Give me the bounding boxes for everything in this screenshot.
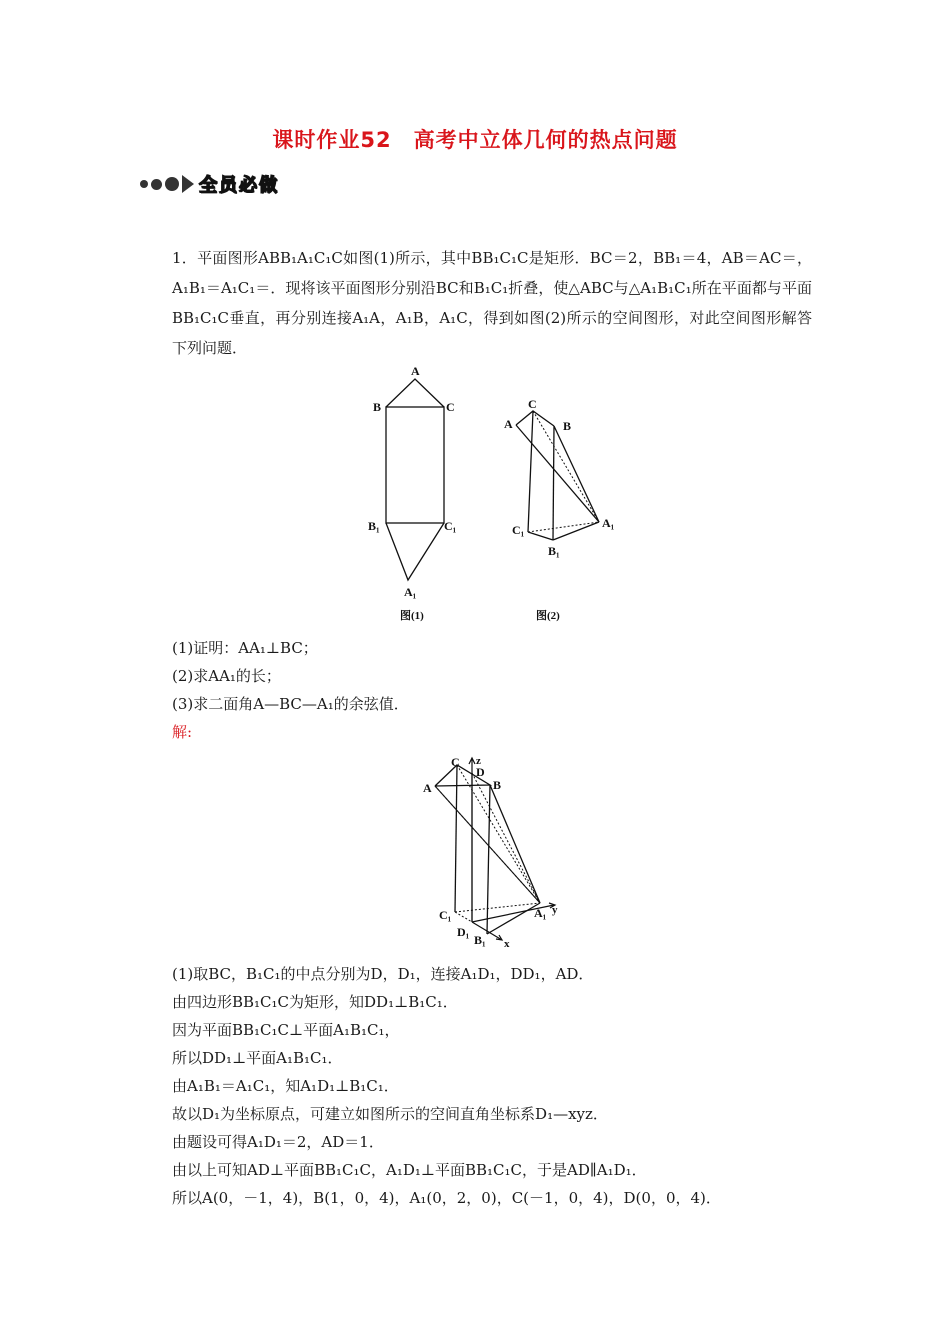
problem-statement: 1．平面图形ABB₁A₁C₁C如图(1)所示，其中BB₁C₁C是矩形．BC＝2，BB₁＝4，AB＝AC＝，A₁B₁＝A₁C₁＝．现将该平面图形分别沿BC和B₁C₁折叠，使△ABC与△A₁B₁C₁所在平面都与平面BB₁C₁C垂直，再分别连接A₁A，A₁B，A₁C，得到如图(2)所示的空间图形，对此空间图形解答下列问题． xyxy=(172,249,812,357)
solution-line: 所以A(0，－1，4)，B(1，0，4)，A₁(0，2，0)，C(－1，0，4)，D(0，0，4)． xyxy=(172,1189,721,1207)
solution-line: 由以上可知AD⊥平面BB₁C₁C，A₁D₁⊥平面BB₁C₁C，于是AD∥A₁D₁． xyxy=(172,1161,647,1179)
fig1-label-c1: C₁ xyxy=(444,519,457,533)
solution-label: 解: xyxy=(172,723,193,741)
question-3: (3)求二面角A—BC—A₁的余弦值． xyxy=(172,695,409,713)
arrow-right-icon xyxy=(182,175,194,193)
solution-line: 由题设可得A₁D₁＝2，AD＝1． xyxy=(172,1133,384,1151)
fig1-label-b: B xyxy=(373,400,382,414)
bullet-dot-icon xyxy=(151,179,162,190)
solution-line: 由A₁B₁＝A₁C₁，知A₁D₁⊥B₁C₁． xyxy=(172,1077,399,1095)
fig2-label-c: C xyxy=(528,397,537,411)
fig3-label-a: A xyxy=(423,781,432,795)
solution-line: 故以D₁为坐标原点，可建立如图所示的空间直角坐标系D₁—xyz． xyxy=(172,1105,608,1123)
fig3-label-b: B xyxy=(493,778,502,792)
section-banner xyxy=(140,170,279,198)
fig3-label-y: y xyxy=(552,904,558,916)
question-1: (1)证明：AA₁⊥BC； xyxy=(172,639,318,657)
fig1-label-a1: A₁ xyxy=(404,585,417,599)
figure-2-diagram xyxy=(516,411,599,540)
fig2-label-b1: B₁ xyxy=(548,544,560,558)
fig1-label-b1: B₁ xyxy=(368,519,380,533)
fig3-label-z: z xyxy=(476,755,481,767)
fig3-label-b1: B₁ xyxy=(474,933,486,947)
bullet-dot-icon xyxy=(140,180,148,188)
page-title: 课时作业52 高考中立体几何的热点问题 xyxy=(272,128,678,152)
fig3-label-c1: C₁ xyxy=(439,908,452,922)
fig2-label-a: A xyxy=(504,417,513,431)
bullet-dot-icon xyxy=(165,177,179,191)
fig1-label-c: C xyxy=(446,400,455,414)
section-title: 全员必做 xyxy=(199,175,279,196)
question-2: (2)求AA₁的长； xyxy=(172,667,281,685)
figure-2-caption: 图(2) xyxy=(536,610,560,622)
solution-line: 由四边形BB₁C₁C为矩形，知DD₁⊥B₁C₁． xyxy=(172,993,458,1011)
solution-figure xyxy=(420,755,570,950)
figure-1-caption: 图(1) xyxy=(400,610,424,622)
fig3-label-a1: A₁ xyxy=(534,906,547,920)
figure-1-diagram xyxy=(386,379,444,580)
fig2-label-b: B xyxy=(563,419,572,433)
fig2-label-a1: A₁ xyxy=(602,516,615,530)
solution-line: (1)取BC，B₁C₁的中点分别为D，D₁，连接A₁D₁，DD₁，AD． xyxy=(172,965,594,983)
problem-figures xyxy=(360,360,640,630)
fig2-label-c1: C₁ xyxy=(512,523,525,537)
fig1-label-a: A xyxy=(411,364,420,378)
fig3-label-x: x xyxy=(504,938,510,950)
fig3-label-d1: D₁ xyxy=(457,925,470,939)
solution-line: 因为平面BB₁C₁C⊥平面A₁B₁C₁， xyxy=(172,1021,400,1039)
solution-line: 所以DD₁⊥平面A₁B₁C₁． xyxy=(172,1049,343,1067)
fig3-label-c: C xyxy=(451,755,460,769)
fig3-label-d: D xyxy=(476,765,485,779)
